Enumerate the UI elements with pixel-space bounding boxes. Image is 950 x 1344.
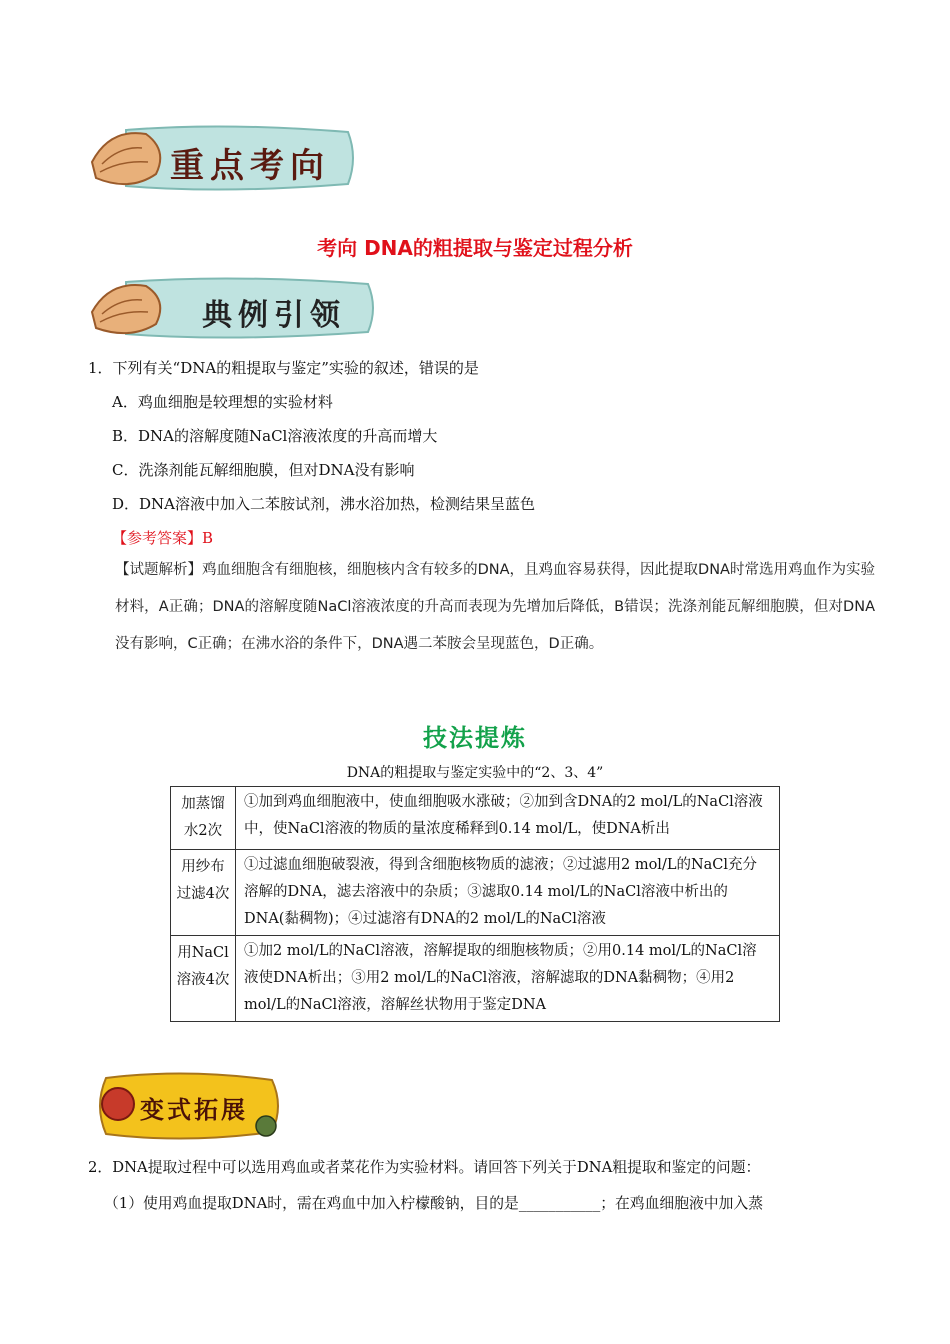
banner-variant-text: 变式拓展 [140,1096,248,1124]
method-table [170,786,780,1022]
question1-option-a: A．鸡血细胞是较理想的实验材料 [112,393,333,411]
table-row-content: ①过滤血细胞破裂液，得到含细胞核物质的滤液；②过滤用2 mol/L的NaCl充分溶解的DNA，滤去溶液中的杂质；③滤取0.14 mol/L的NaCl溶液中析出的DNA(黏稠物)；④过滤溶有DNA的2 mol/L的NaCl溶液 [236,850,780,936]
section-title: 考向 DNA的粗提取与鉴定过程分析 [317,236,633,260]
technique-title: 技法提炼 [423,724,527,752]
table-caption: DNA的粗提取与鉴定实验中的“2、3、4” [346,765,604,781]
question2-stem: 2．DNA提取过程中可以选用鸡血或者菜花作为实验材料。请回答下列关于DNA粗提取和鉴定的问题： [88,1159,761,1176]
banner-key-direction [86,124,358,192]
table-row-label: 加蒸馏水2次 [171,787,236,850]
banner-example [86,276,378,340]
banner-example-text: 典例引领 [202,298,346,333]
question2-part1: （1）使用鸡血提取DNA时，需在鸡血中加入柠檬酸钠，目的是___________；在鸡血细胞液中加入蒸 [104,1195,763,1212]
table-row-label: 用纱布过滤4次 [171,850,236,936]
question1-stem: 1．下列有关“DNA的粗提取与鉴定”实验的叙述，错误的是 [88,359,479,377]
question1-answer: 【参考答案】B [112,529,214,547]
banner-variant [88,1068,284,1144]
table-row-content: ①加2 mol/L的NaCl溶液，溶解提取的细胞核物质；②用0.14 mol/L的NaCl溶液使DNA析出；③用2 mol/L的NaCl溶液，溶解滤取的DNA黏稠物；④用2 mol/L的NaCl溶液，溶解丝状物用于鉴定DNA [236,936,780,1022]
table-row-label: 用NaCl溶液4次 [171,936,236,1022]
table-row [171,936,780,1022]
question1-option-b: B．DNA的溶解度随NaCl溶液浓度的升高而增大 [112,427,438,445]
question1-analysis: 【试题解析】鸡血细胞含有细胞核，细胞核内含有较多的DNA，且鸡血容易获得，因此提取DNA时常选用鸡血作为实验材料，A正确；DNA的溶解度随NaCl溶液浓度的升高而表现为先增加后降低，B错误；洗涤剂能瓦解细胞膜，但对DNA没有影响，C正确；在沸水浴的条件下，DNA遇二苯胺会呈现蓝色，D正确。 [115,562,875,652]
table-row [171,850,780,936]
question1-option-d: D．DNA溶液中加入二苯胺试剂，沸水浴加热，检测结果呈蓝色 [112,495,536,513]
banner-key-direction-text: 重点考向 [170,146,330,186]
question1-option-c: C．洗涤剂能瓦解细胞膜，但对DNA没有影响 [112,461,415,479]
table-row [171,787,780,850]
table-row-content: ①加到鸡血细胞液中，使血细胞吸水涨破；②加到含DNA的2 mol/L的NaCl溶液中，使NaCl溶液的物质的量浓度稀释到0.14 mol/L，使DNA析出 [236,787,780,850]
